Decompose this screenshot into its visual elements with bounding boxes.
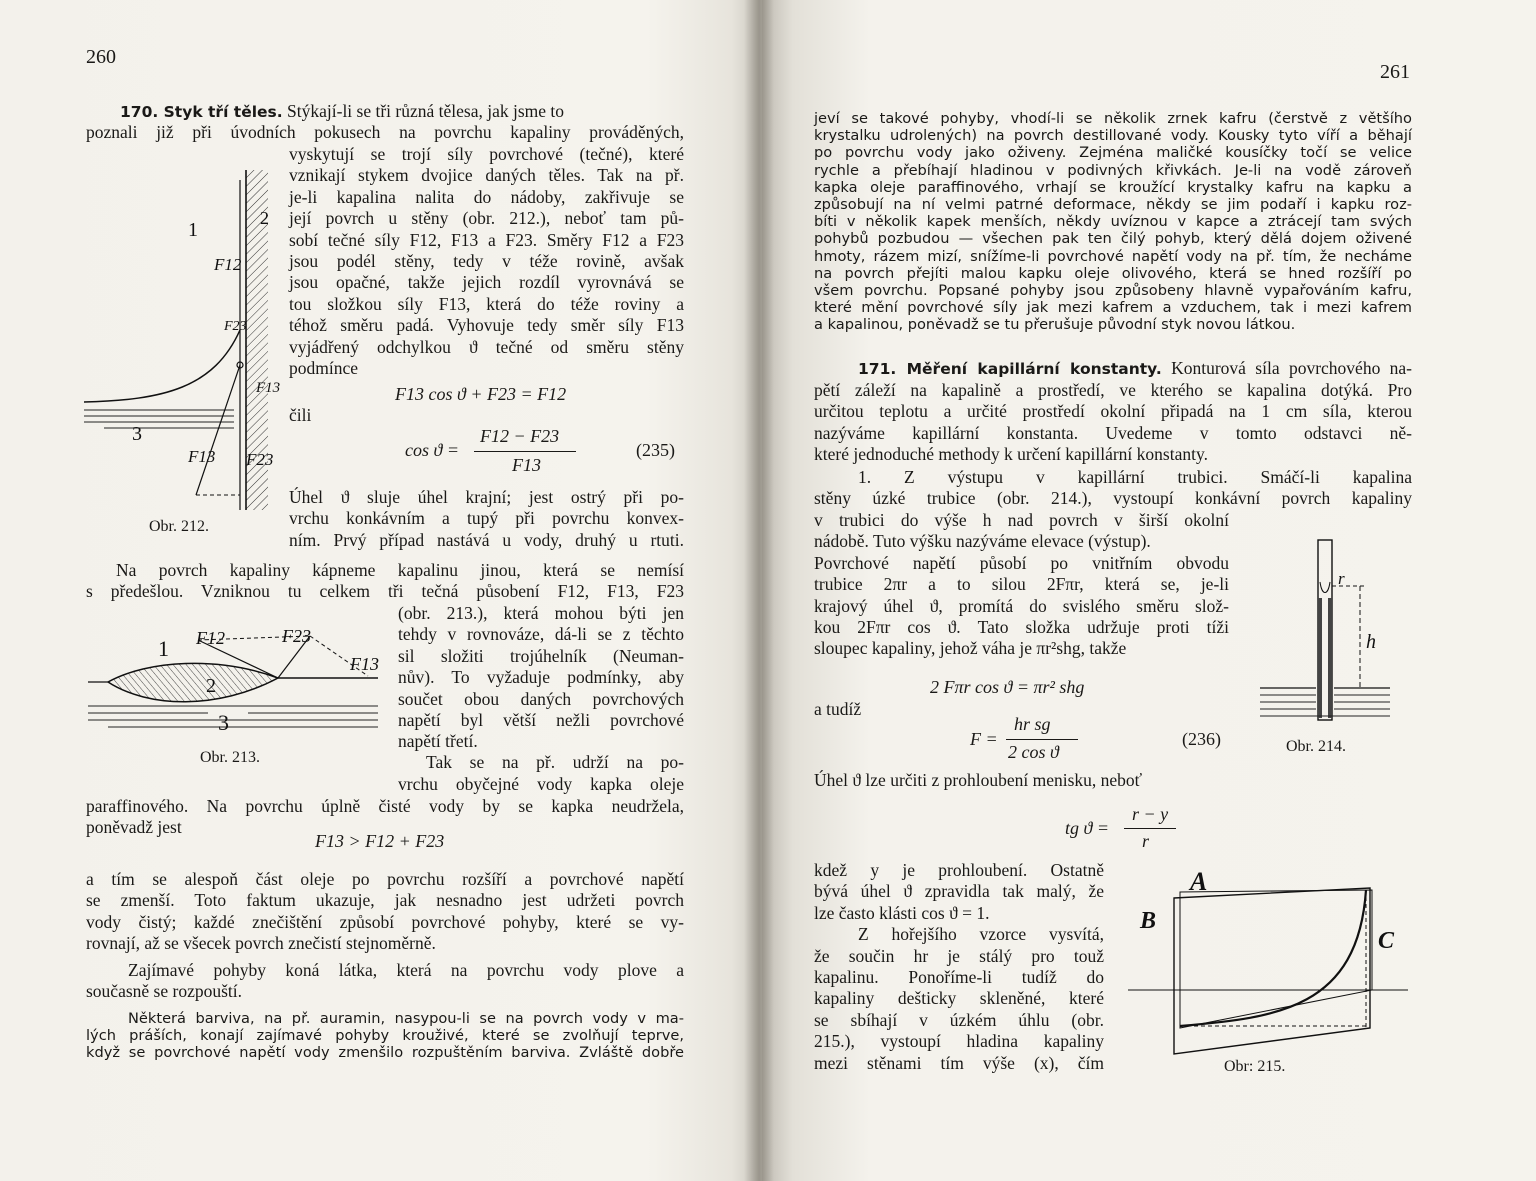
liquid-curve — [1180, 890, 1366, 1026]
left-page — [0, 0, 762, 1181]
equation-236-left: F = — [970, 729, 998, 749]
fraction-bar — [1124, 828, 1176, 829]
equation-236-denominator: 2 cos ϑ — [1008, 742, 1059, 762]
label-2: 2 — [260, 208, 269, 228]
label-h: h — [1366, 631, 1376, 653]
label-2: 2 — [206, 675, 216, 697]
sec170-first-line: 170. Styk tří těles. Stýkají-li se tři různá tělesa, jak jsme to — [120, 101, 565, 121]
figure-215 — [1128, 868, 1408, 1058]
para3: paraffinového. Na povrchu úplně čisté vody by se kapka neudržela, poněvadž jest — [86, 796, 684, 838]
label-r: r — [1338, 569, 1345, 588]
equation-number: (236) — [1182, 729, 1221, 749]
figure-214 — [1260, 540, 1390, 740]
label-c: C — [1378, 928, 1395, 954]
equation-tg-left: tg ϑ = — [1065, 818, 1109, 838]
para-side-column: kdež y je prohloubení. Ostatně bývá úhel ϑ zpravidla tak malý, že lze často klásti cos ϑ = 1. Z hořejšího vzorce vysvítá, že součin hr je stálý pro touž kapalinu. Ponoříme-li tudíž do kapaliny dešticky skleněné, které se sbíhají v úzkém úhlu (obr. 215.), vystoupí hladina kapaliny mezi stěnami tím výše (x), čím — [814, 860, 1104, 1073]
right-page — [762, 0, 1536, 1181]
fraction-bar — [474, 451, 576, 452]
para3-side: Tak se na př. udrží na po- — [426, 752, 684, 772]
label-f13-upper: F13 — [256, 380, 281, 396]
glass-plate-a — [1180, 890, 1372, 1028]
figure-213-caption: Obr. 213. — [200, 749, 260, 766]
label-f23: F23 — [282, 626, 311, 646]
label-3: 3 — [218, 710, 229, 735]
section-heading: 170. Styk tří těles. — [120, 103, 283, 121]
uhel-line: Úhel ϑ lze určiti z prohloubení menisku, neboť — [814, 770, 1143, 790]
equation-capillary: 2 Fπr cos ϑ = πr² shg — [930, 677, 1085, 697]
label-1: 1 — [158, 636, 169, 661]
droplet-lens — [108, 663, 278, 701]
inequality: F13 > F12 + F23 — [315, 831, 445, 851]
equation-235-denominator: F13 — [512, 455, 541, 475]
equation-235-numerator: F12 − F23 — [480, 426, 560, 446]
book-gutter — [744, 0, 774, 1181]
page-number: 261 — [1380, 61, 1410, 83]
para2-side-column: (obr. 213.), která mohou býti jen tehdy v rovnováze, dá-li se z těchto sil složiti trojúhelník (Neuman- nův). To vyžaduje podmínky, aby součet obou daných povrchových napětí byl větší nežli povrchové napětí třetí. — [398, 603, 684, 752]
equation-number: (235) — [636, 440, 675, 460]
a-tudiz-text: a tudíž — [814, 699, 862, 719]
para4: a tím se alespoň část oleje po povrchu rozšíří a povrchové napětí se zmenší. Toto faktum ukazuje, jak nesnadno jest udržeti povrch vody čistý; každé znečištění způsobí povrchové pohyby, které se vy- rovnají, až se všecek povrch znečistí stejnoměrně. — [86, 869, 684, 954]
figure-212-caption: Obr. 212. — [149, 518, 209, 535]
label-f12: F12 — [214, 255, 242, 274]
label-f13: F13 — [188, 447, 216, 466]
sec170-line: poznali již při úvodních pokusech na povrchu kapaliny prováděných, — [86, 122, 684, 142]
meniscus-curve — [84, 330, 240, 402]
tangent-line — [196, 365, 240, 495]
figure-214-caption: Obr. 214. — [1286, 738, 1346, 755]
sec171-first-line: 171. Měření kapillární konstanty. Konturová síla povrchového na- — [858, 358, 1413, 378]
para5: Zajímavé pohyby koná látka, která na povrchu vody plove a současně se rozpouští. — [86, 960, 684, 1002]
label-b: B — [1140, 908, 1157, 934]
small-print: Některá barviva, na př. auramin, nasypou-li se na povrch vody v ma- lých práších, konají zajímavé pohyby krouživé, které se zvolňují teprve, když se povrchové napětí vody zmenšilo rozpuštěním barviva. Zvláště dobře — [86, 1010, 684, 1062]
small-print: jeví se takové pohyby, vhodí-li se několik zrnek kafru (čerstvě z většího krystalku udrolených) na povrch destillované vody. Kousky tyto víří a běhají po povrchu vody jako oživeny. Zejména maličké kousíčky točí se velice rychle a přebíhají hladinou v podivných křivkách. Je-li na vodě zároveň kapka oleje paraffinového, vrhají se kroužící krystalky kafru na kapku a způsobují na ní velmi patrné deformace, někdy se jim podaří i kapku roz- bíti v několik kapek menších, někdy uvíznou v kapce a ztrácejí tam svých pohybů pozbudou — všechen pak ten čilý pohyb, který dělá dojem oživené hmoty, rázem mizí, snížíme-li povrchové napětí vody na př. tím, že necháme na povrch přejíti malou kapku oleje olivového, která se hned rozšíří po všem povrchu. Popsané pohyby jsou způsobeny hlavně vypařováním kafru, které mění povrchové síly jak mezi kafrem a vzduchem, tak i mezi kafrem a kapalinou, poněvadž se tu přerušuje původní styk novou látkou. — [814, 110, 1412, 334]
equation-tg-denominator: r — [1142, 831, 1150, 851]
para3-side2: vrchu obyčejné vody kapka oleje — [398, 774, 684, 794]
label-3: 3 — [132, 423, 142, 445]
section-heading: 171. Měření kapillární konstanty. — [858, 360, 1162, 378]
sec170-side-column: vyskytují se trojí síly povrchové (tečné), které vznikají stykem dvojice daných těles. Tak na př. je-li kapalina nalita do nádoby, zakřivuje se její povrch u stěny (obr. 212.), neboť tam pů- sobí tečné síly F12, F13 a F23. Směry F12 a F23 jsou podél stěny, tedy v téže rovině, avšak jsou opačné, takže jejich rozdíl vyrovnává se tou složkou síly F13, která do téže roviny a téhož směru padá. Vyhovuje tedy směr síly F13 vyjádřený odchylkou ϑ tečné od směru stěny podmínce — [289, 144, 684, 379]
figure-215-caption: Obr: 215. — [1224, 1058, 1286, 1075]
sec171-paragraph: pětí záleží na kapalině a prostředí, ve kterého se kapalina dotýká. Pro určitou teplotu a určité prostředí okolní připadá na 1 cm síla, kterou nazýváme kapillární konstanta. Uvedeme v tomto odstavci ně- které jednoduché methody k určení kapillární konstanty. — [814, 380, 1412, 465]
label-f13: F13 — [350, 654, 379, 674]
item1-side-column: v trubici do výše h nad povrch v širší okolní nádobě. Tuto výšku nazýváme elevace (výstup). Povrchové napětí působí po vnitřním obvodu trubice 2πr a to silou 2Fπr, která se, je-li krajový úhel ϑ, promítá do svislého směru slož- kou 2Fπr cos ϑ. Tato složka udržuje proti tíži sloupec kapaliny, jehož váha je πr²shg, takže — [814, 510, 1229, 659]
label-f23: F23 — [246, 450, 274, 469]
fraction-bar — [1006, 739, 1078, 740]
label-f12: F12 — [196, 628, 225, 648]
equation-tg-numerator: r − y — [1132, 804, 1169, 824]
label-f23-upper: F23 — [224, 319, 247, 334]
cili-text: čili — [289, 405, 312, 425]
equation-f13-cos: F13 cos ϑ + F23 = F12 — [395, 384, 567, 404]
para2: Na povrch kapaliny kápneme kapalinu jinou, která se nemísí s předešlou. Vzniknou tu celkem tři tečná působení F12, F13, F23 — [86, 560, 684, 602]
equation-235-left: cos ϑ = — [405, 440, 459, 460]
item1-first-lines: 1. Z výstupu v kapillární trubici. Smáčí-li kapalina stěny úzké trubice (obr. 214.), vystoupí konkávní povrch kapaliny — [814, 467, 1412, 509]
label-1: 1 — [188, 219, 198, 241]
equation-236-numerator: hr sg — [1014, 714, 1051, 734]
uhel-paragraph: Úhel ϑ sluje úhel krajní; jest ostrý při po- vrchu konkávním a tupý při povrchu konvex- ním. Prvý případ nastává u vody, druhý u rtuti. — [289, 487, 684, 550]
page-number: 260 — [86, 46, 116, 68]
figure-212 — [84, 170, 284, 515]
figure-213 — [88, 618, 388, 743]
label-a: A — [1190, 867, 1208, 896]
